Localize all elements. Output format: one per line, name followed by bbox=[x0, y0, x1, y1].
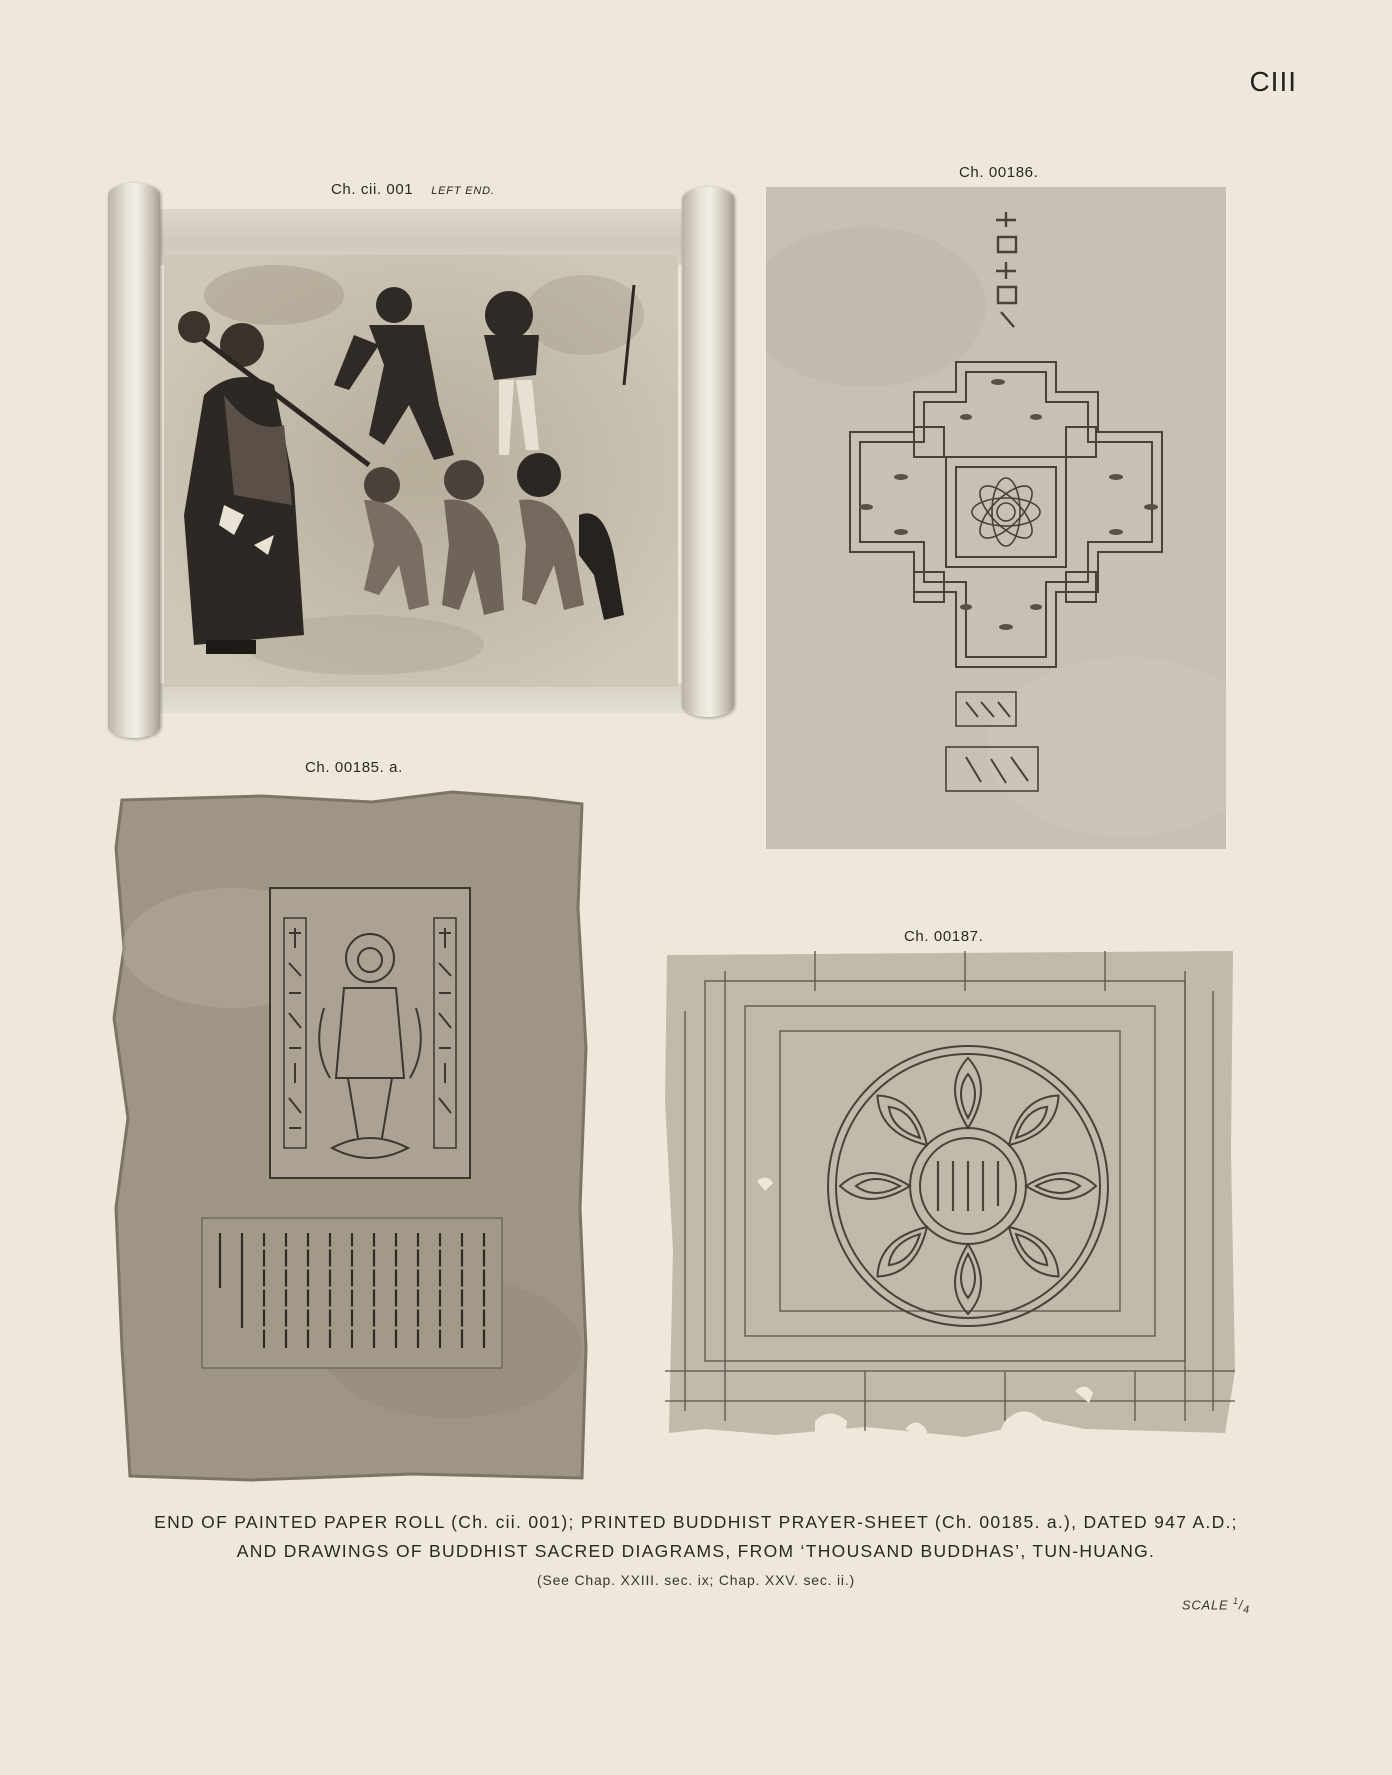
plate-number: CIII bbox=[1249, 66, 1297, 97]
scroll-bottom-edge bbox=[156, 683, 686, 713]
caption-reference: (See Chap. XXIII. sec. ix; Chap. XXV. sec. ii.) bbox=[537, 1572, 855, 1588]
figure-label-00186: Ch. 00186. bbox=[959, 164, 1039, 181]
caption-line-2: AND DRAWINGS OF BUDDHIST SACRED DIAGRAMS, FROM ‘THOUSAND BUDDHAS’, TUN-HUANG. bbox=[236, 1541, 1156, 1561]
scroll-painting-figures bbox=[164, 255, 678, 687]
prayer-sheet-drawing bbox=[112, 788, 590, 1484]
mandala-diagram-00186 bbox=[766, 187, 1226, 849]
mandala-drawing bbox=[766, 187, 1226, 849]
figure-label-00185: Ch. 00185. a. bbox=[305, 759, 403, 776]
caption-line-1: END OF PAINTED PAPER ROLL (Ch. cii. 001); PRINTED BUDDHIST PRAYER-SHEET (Ch. 00185. a.), DATED 947 A.D.; bbox=[154, 1512, 1238, 1532]
scroll-right-roller bbox=[682, 187, 734, 717]
scroll-left-roller bbox=[108, 183, 160, 738]
lotus-diagram-drawing bbox=[665, 951, 1235, 1441]
figure-sublabel: LEFT END. bbox=[431, 185, 495, 197]
scale-denominator: 4 bbox=[1243, 1603, 1250, 1616]
figure-label-00187: Ch. 00187. bbox=[904, 928, 984, 945]
scroll-painting bbox=[164, 255, 678, 687]
figure-label-text: Ch. cii. 001 bbox=[331, 181, 414, 198]
lotus-diagram-00187 bbox=[665, 951, 1235, 1441]
prayer-sheet-00185 bbox=[112, 788, 590, 1484]
scale-note: SCALE $^1/_4$ bbox=[1181, 1596, 1250, 1616]
scale-numerator: 1 bbox=[1232, 1596, 1239, 1606]
scale-label: SCALE bbox=[1181, 1597, 1229, 1613]
painted-scroll-image bbox=[108, 183, 734, 738]
